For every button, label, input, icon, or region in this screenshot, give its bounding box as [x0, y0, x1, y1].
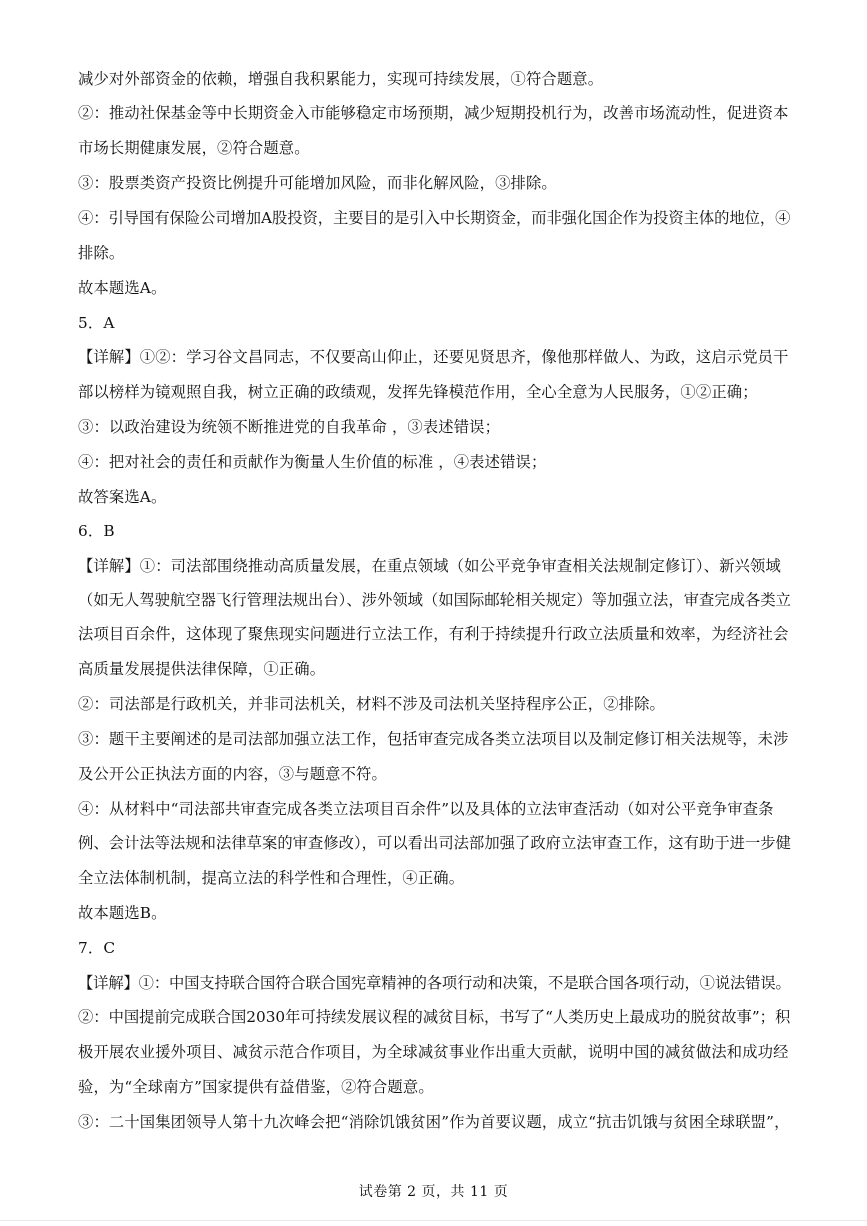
text-line: 减少对外部资金的依赖，增强自我积累能力，实现可持续发展，①符合题意。 [78, 70, 604, 88]
text-line: ③：二十国集团领导人第十九次峰会把“消除饥饿贫困”作为首要议题，成立“抗击饥饿与贫困全球联盟”， [78, 1113, 790, 1131]
text-line: ④：引导国有保险公司增加A股投资，主要目的是引入中长期资金，而非强化国企作为投资主体的地位，④ [78, 209, 791, 227]
text-line: 例、会计法等法规和法律草案的审查修改），可以看出司法部加强了政府立法审查工作，这有助于进一步健 [78, 834, 792, 852]
text-line: ④：从材料中“司法部共审查完成各类立法项目百余件”以及具体的立法审查活动（如对公平竞争审查条 [78, 800, 774, 818]
text-line: 及公开公正执法方面的内容，③与题意不符。 [78, 765, 387, 783]
bottom-divider [0, 1220, 867, 1221]
text-line: ②：司法部是行政机关，并非司法机关，材料不涉及司法机关坚持程序公正，②排除。 [78, 695, 665, 713]
text-line: ②：推动社保基金等中长期资金入市能够稳定市场预期，减少短期投机行为，改善市场流动性，促进资本 [78, 104, 789, 122]
question-number: 6．B [78, 522, 115, 540]
text-line: 高质量发展提供法律保障，①正确。 [78, 660, 326, 678]
text-line: 法项目百余件，这体现了聚焦现实问题进行立法工作，有利于持续提升行政立法质量和效率，为经济社会 [78, 625, 789, 643]
text-line: 【详解】①②：学习谷文昌同志，不仅要高山仰止，还要见贤思齐，像他那样做人、为政，这启示党员干 [78, 348, 789, 366]
text-line: 故答案选A。 [78, 488, 167, 506]
text-line: （如无人驾驶航空器飞行管理法规出台）、涉外领域（如国际邮轮相关规定）等加强立法，审查完成各类立 [78, 591, 792, 609]
question-number: 7．C [78, 939, 116, 957]
question-number: 5．A [78, 314, 115, 332]
text-line: 验，为“全球南方”国家提供有益借鉴，②符合题意。 [78, 1078, 434, 1096]
text-line: ④：把对社会的责任和贡献作为衡量人生价值的标准 ，④表述错误； [78, 453, 547, 471]
page-footer: 试卷第 2 页，共 11 页 [358, 1184, 509, 1200]
text-line: 故本题选A。 [78, 279, 167, 297]
text-line: 极开展农业援外项目、减贫示范合作项目，为全球减贫事业作出重大贡献，说明中国的减贫做法和成功经 [78, 1043, 789, 1061]
text-line: 排除。 [78, 244, 125, 262]
text-line: 故本题选B。 [78, 904, 167, 922]
text-line: ②：中国提前完成联合国2030年可持续发展议程的减贫目标，书写了“人类历史上最成功的脱贫故事”；积 [78, 1008, 791, 1026]
text-line: ③：股票类资产投资比例提升可能增加风险，而非化解风险，③排除。 [78, 174, 557, 192]
text-line: ③：题干主要阐述的是司法部加强立法工作，包括审查完成各类立法项目以及制定修订相关法规等，未涉 [78, 730, 789, 748]
text-line: ③：以政治建设为统领不断推进党的自我革命 ，③表述错误； [78, 418, 501, 436]
text-line: 全立法体制机制，提高立法的科学性和合理性，④正确。 [78, 869, 465, 887]
text-line: 【详解】①：司法部围绕推动高质量发展，在重点领域（如公平竞争审查相关法规制定修订）、新兴领域 [78, 557, 781, 575]
text-line: 部以榜样为镜观照自我，树立正确的政绩观，发挥先锋模范作用，全心全意为人民服务，①②正确； [78, 383, 758, 401]
text-line: 【详解】①：中国支持联合国符合联合国宪章精神的各项行动和决策，不是联合国各项行动，①说法错误。 [78, 974, 791, 992]
text-line: 市场长期健康发展，②符合题意。 [78, 139, 310, 157]
